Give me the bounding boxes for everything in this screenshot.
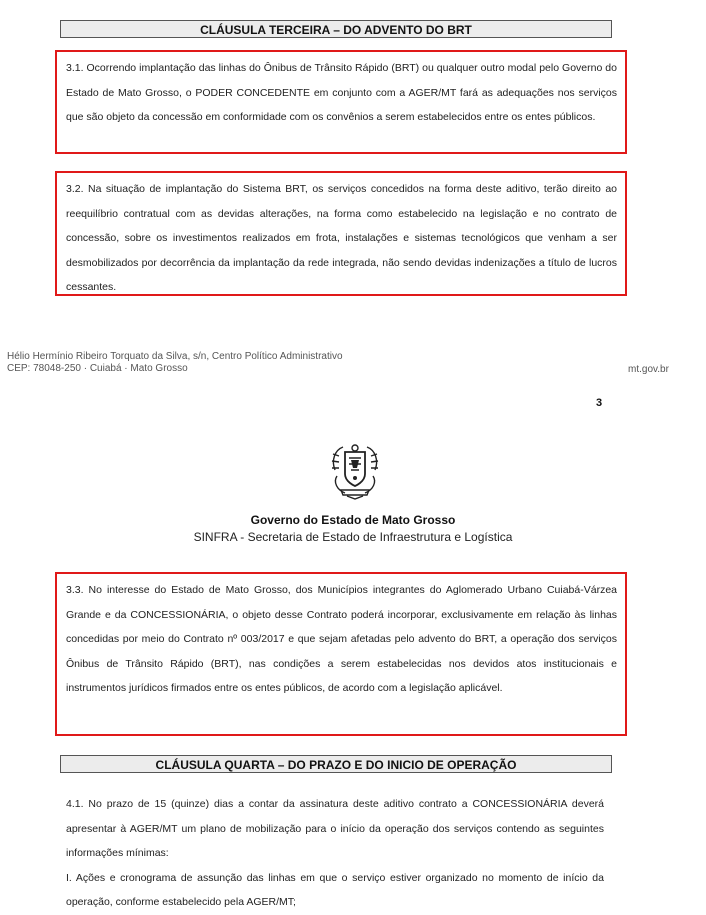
footer-site-link[interactable]: mt.gov.br xyxy=(628,364,669,375)
page-number: 3 xyxy=(596,397,603,409)
highlight-box-3-1 xyxy=(55,50,627,154)
paragraph-3-3: 3.3. No interesse do Estado de Mato Grosso, dos Municípios integrantes do Aglomerado Urbano Cuiabá-Várzea Grande e da CONCESSIONÁRIA, o objeto desse Contrato poderá incorporar, exclusivamente em relação às linhas concedidas por meio do Contrato nº 003/2017 e que sejam afetadas pelo advento do BRT, a operação dos serviços Ônibus de Trânsito Rápido (BRT), nas condições a serem estabelecidas nos devidos atos institucionais e instrumentos jurídicos firmados entre os entes públicos, de acordo com a legislação aplicável. xyxy=(66,584,617,694)
government-title: Governo do Estado de Mato Grosso xyxy=(250,513,456,527)
footer-address xyxy=(7,351,343,375)
highlight-box-3-2 xyxy=(55,171,627,296)
clause-three-heading: CLÁUSULA TERCEIRA – DO ADVENTO DO BRT xyxy=(60,20,612,38)
clause-four-heading: CLÁUSULA QUARTA – DO PRAZO E DO INICIO DE OPERAÇÃO xyxy=(60,755,612,773)
state-coat-of-arms-icon xyxy=(327,440,383,500)
paragraph-4-1: 4.1. No prazo de 15 (quinze) dias a contar da assinatura deste aditivo contrato a CONCESSIONÁRIA deverá apresentar à AGER/MT um plano de mobilização para o início da operação dos serviços contendo as seguintes informações mínimas: xyxy=(66,798,604,859)
paragraph-3-1: 3.1. Ocorrendo implantação das linhas do Ônibus de Trânsito Rápido (BRT) ou qualquer outro modal pelo Governo do Estado de Mato Grosso, o PODER CONCEDENTE em conjunto com a AGER/MT fará as adequações nos serviços que são objeto da concessão em conformidade com os convênios a serem estabelecidos entre os entes públicos. xyxy=(66,62,617,123)
footer-address-line2: CEP: 78048-250 · Cuiabá · Mato Grosso xyxy=(7,363,188,374)
footer-address-line1: Hélio Hermínio Ribeiro Torquato da Silva, s/n, Centro Político Administrativo xyxy=(7,351,343,362)
secretariat-subtitle: SINFRA - Secretaria de Estado de Infraestrutura e Logística xyxy=(193,530,513,544)
paragraph-3-2: 3.2. Na situação de implantação do Sistema BRT, os serviços concedidos na forma deste aditivo, terão direito ao reequilíbrio contratual com as devidas alterações, na forma como estabelecido na legislação e no contrato de concessão, sobre os investimentos realizados em frota, instalações e sistemas tecnológicos que venham a ser desmobilizados por decorrência da implantação da rede integrada, não sendo devidas indenizações a título de lucros cessantes. xyxy=(66,183,617,293)
clause-four-body xyxy=(66,792,604,908)
item-i: I. Ações e cronograma de assunção das linhas em que o serviço estiver organizado no momento de início da operação, conforme estabelecido pela AGER/MT; xyxy=(66,871,604,908)
highlight-box-3-3 xyxy=(55,572,627,736)
